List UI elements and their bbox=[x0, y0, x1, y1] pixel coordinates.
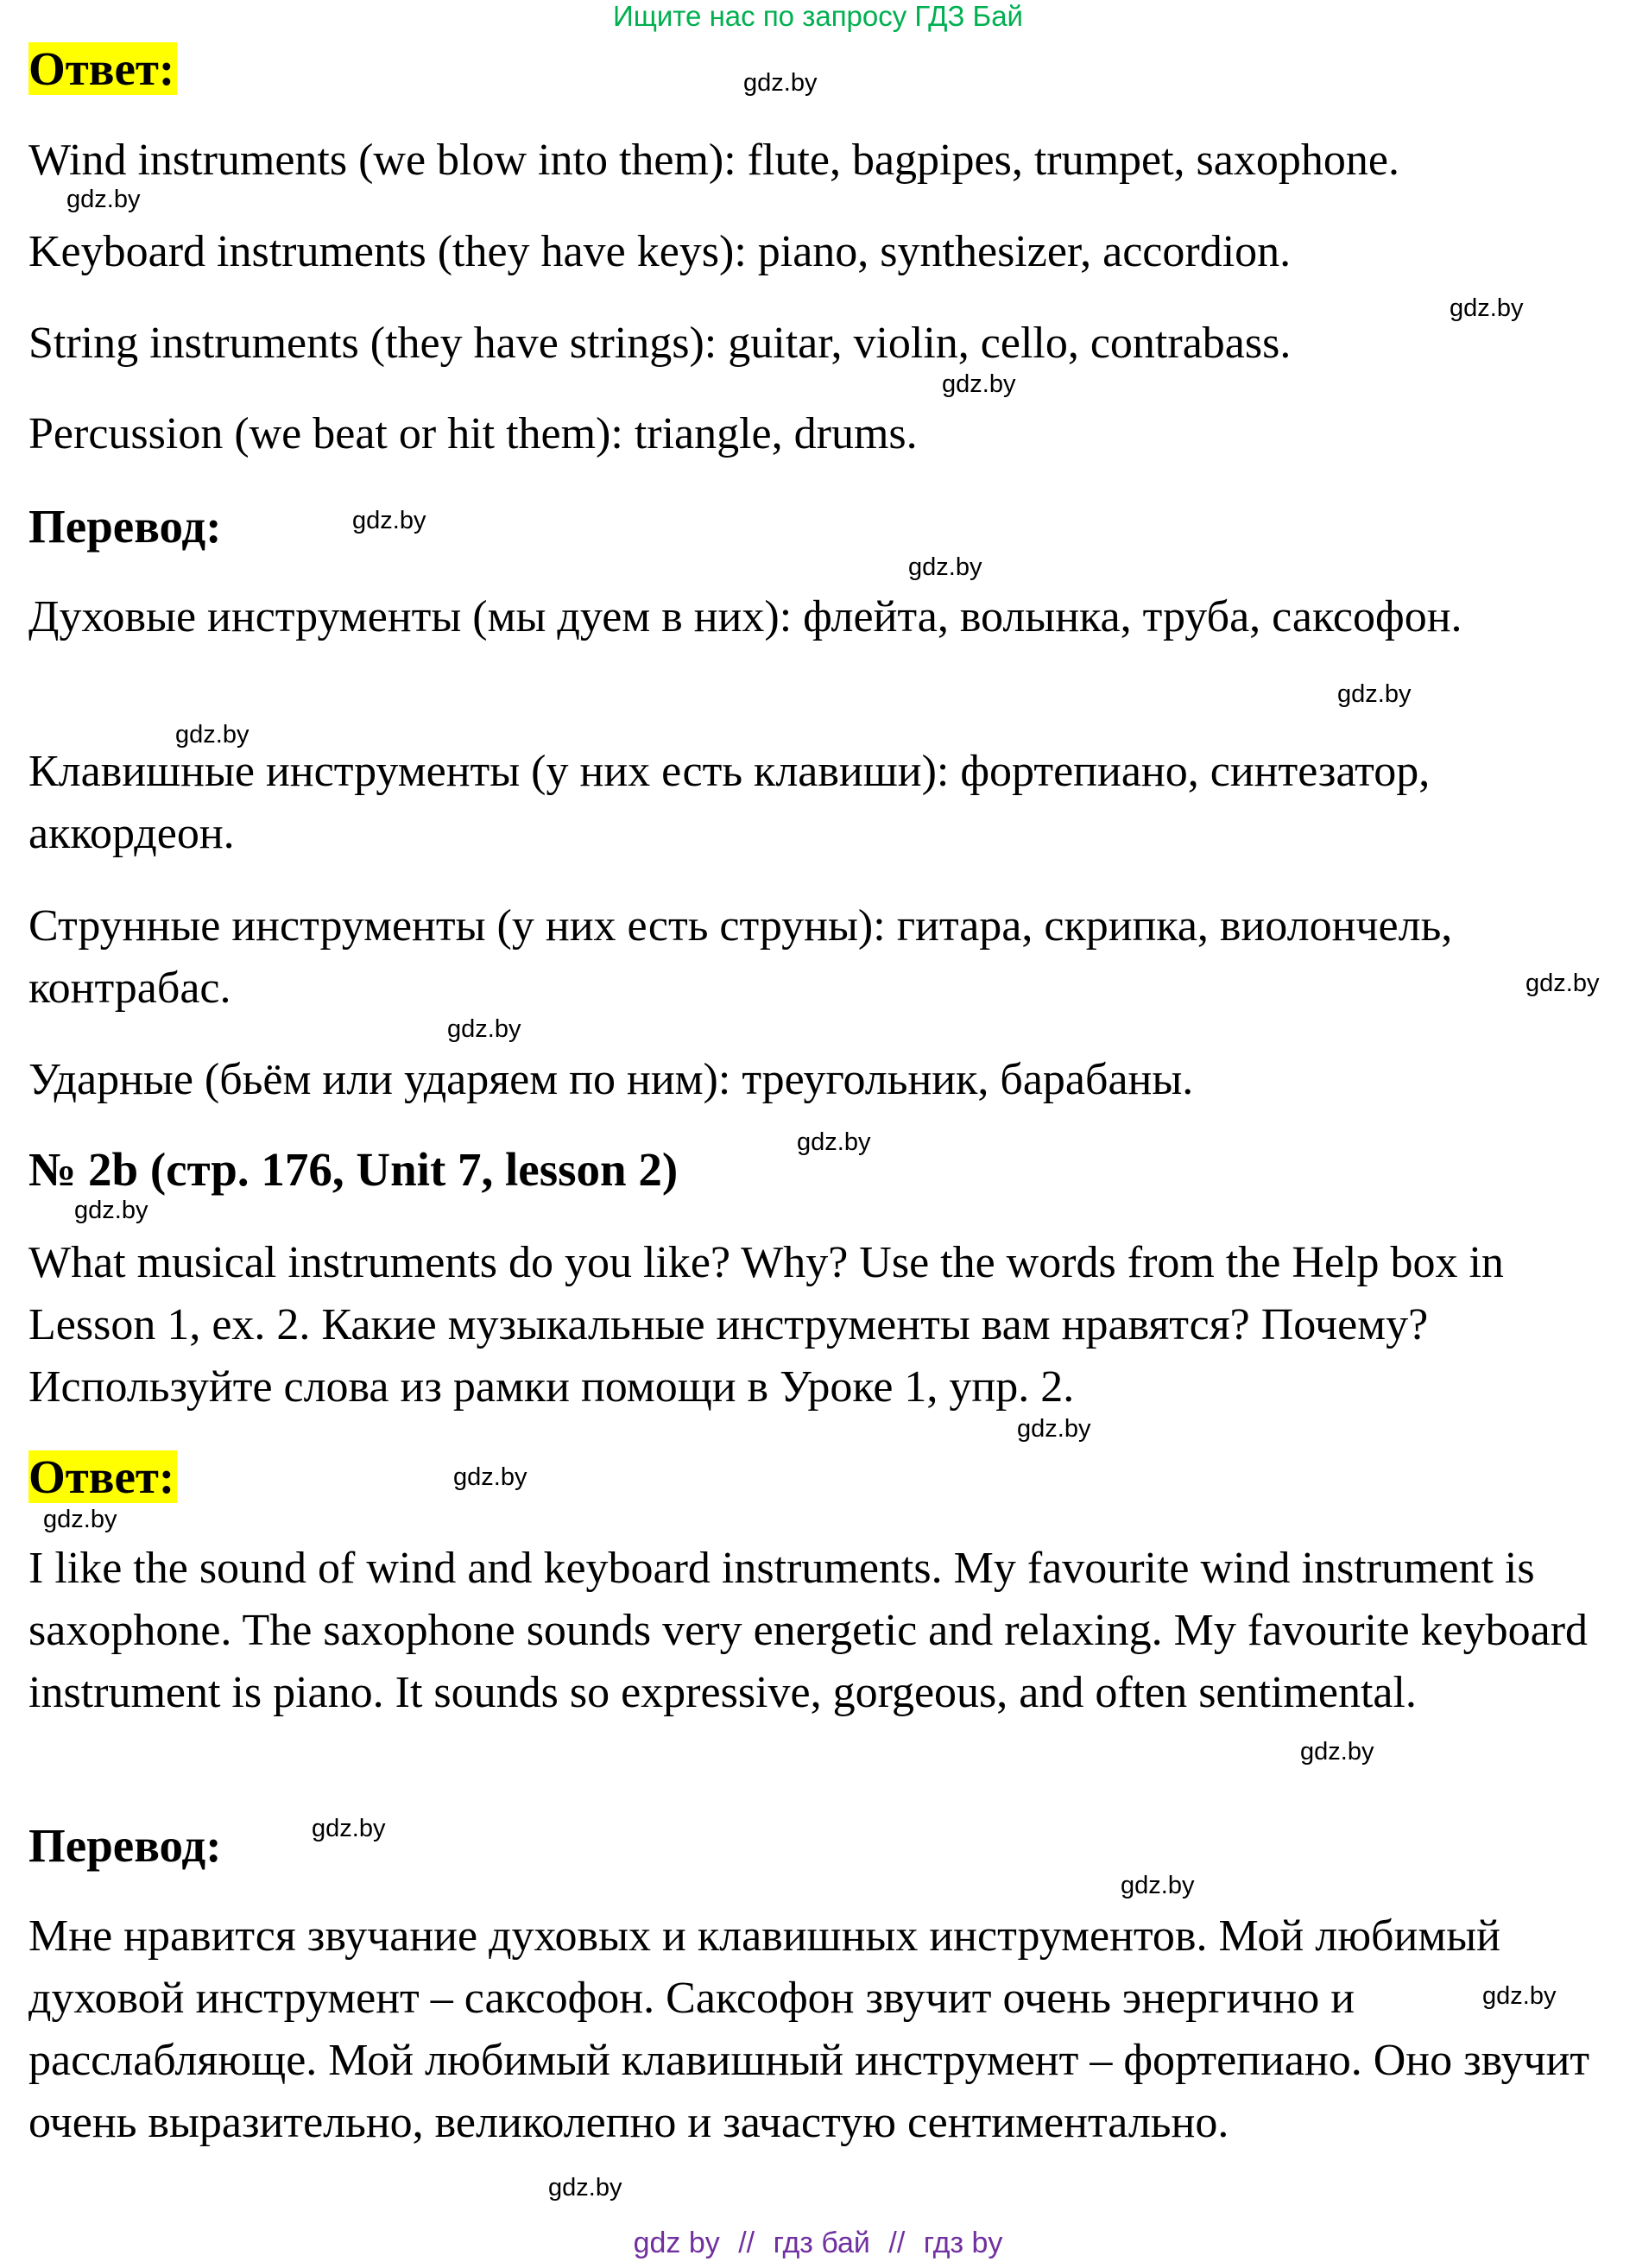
translation-paragraph-keyboard: Клавишные инструменты (у них есть клавиши): фортепиано, синтезатор, аккордеон. bbox=[28, 747, 1431, 858]
watermark: gdz.by bbox=[942, 370, 1016, 398]
exercise-title: № 2b (стр. 176, Unit 7, lesson 2) bbox=[28, 1143, 679, 1196]
watermark: gdz.by bbox=[1337, 680, 1412, 708]
watermark: gdz.by bbox=[74, 1197, 148, 1224]
answer-paragraph-2: I like the sound of wind and keyboard instruments. My favourite wind instrument is saxophone. The saxophone sounds very energetic and relaxing. My favourite keyboard instrument is piano. It sounds so expressive, gorgeous, and often sentimental. bbox=[28, 1544, 1589, 1717]
translation-paragraph-wind: Духовые инструменты (мы дуем в них): флейта, волынка, труба, саксофон. bbox=[28, 592, 1462, 641]
watermark: gdz.by bbox=[43, 1506, 117, 1533]
answer-heading bbox=[28, 41, 177, 98]
footer-separator: // bbox=[888, 2227, 906, 2259]
translation-heading-2: Перевод: bbox=[28, 1819, 222, 1872]
answer-label: Ответ: bbox=[28, 42, 177, 95]
watermark: gdz.by bbox=[1017, 1415, 1091, 1443]
watermark: gdz.by bbox=[1525, 970, 1600, 997]
answer-line-string: String instruments (they have strings): guitar, violin, cello, contrabass. bbox=[28, 319, 1292, 368]
footer-links bbox=[0, 2226, 1636, 2260]
translation-paragraph-percussion: Ударные (бьём или ударяем по ним): треугольник, барабаны. bbox=[28, 1055, 1194, 1104]
watermark: gdz.by bbox=[1121, 1872, 1195, 1899]
footer-link-gdz-by[interactable]: gdz by bbox=[633, 2227, 720, 2259]
exercise-task-text: What musical instruments do you like? Why? Use the words from the Help box in Lesson 1, ex. 2. Какие музыкальные инструменты вам нравятся? Почему? Используйте слова из рамки помощи в Уроке 1, упр. 2. bbox=[28, 1238, 1504, 1412]
watermark: gdz.by bbox=[453, 1463, 527, 1491]
answer-label-2: Ответ: bbox=[28, 1450, 177, 1503]
answer-heading-2 bbox=[28, 1449, 177, 1506]
watermark: gdz.by bbox=[1300, 1738, 1374, 1766]
watermark: gdz.by bbox=[66, 186, 141, 213]
translation-paragraph-string: Струнные инструменты (у них есть струны): гитара, скрипка, виолончель, контрабас. bbox=[28, 901, 1453, 1013]
watermark: gdz.by bbox=[1450, 294, 1524, 322]
answer-line-wind: Wind instruments (we blow into them): flute, bagpipes, trumpet, saxophone. bbox=[28, 136, 1399, 185]
watermark: gdz.by bbox=[908, 553, 982, 581]
watermark: gdz.by bbox=[447, 1015, 521, 1043]
watermark: gdz.by bbox=[797, 1128, 871, 1156]
answer-line-percussion: Percussion (we beat or hit them): triangle, drums. bbox=[28, 409, 918, 458]
translation-paragraph-2: Мне нравится звучание духовых и клавишных инструментов. Мой любимый духовой инструмент – саксофон. Саксофон звучит очень энергично и расслабляюще. Мой любимый клавишный инструмент – фортепиано. Оно звучит очень выразительно, великолепно и зачастую сентиментально. bbox=[28, 1911, 1590, 2147]
search-hint-link[interactable]: Ищите нас по запросу ГДЗ Бай bbox=[613, 0, 1023, 32]
watermark: gdz.by bbox=[743, 69, 818, 97]
watermark: gdz.by bbox=[1482, 1982, 1557, 2010]
watermark: gdz.by bbox=[175, 721, 250, 749]
footer-link-gdz-bai[interactable]: гдз бай bbox=[773, 2227, 870, 2259]
watermark: gdz.by bbox=[312, 1815, 386, 1842]
watermark: gdz.by bbox=[548, 2174, 622, 2202]
translation-heading: Перевод: bbox=[28, 500, 222, 553]
footer-separator: // bbox=[738, 2227, 755, 2259]
answer-line-keyboard: Keyboard instruments (they have keys): piano, synthesizer, accordion. bbox=[28, 227, 1292, 276]
watermark: gdz.by bbox=[352, 507, 426, 534]
footer-link-gdz-by-ru[interactable]: гдз by bbox=[923, 2227, 1003, 2259]
